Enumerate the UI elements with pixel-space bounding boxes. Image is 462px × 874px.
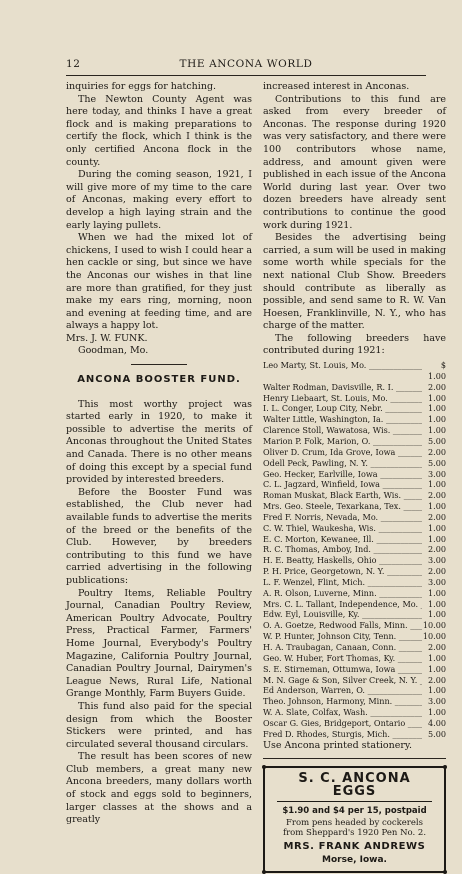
contributor-row bbox=[263, 707, 446, 718]
paragraph: The following breeders have contributed during 1921: bbox=[263, 332, 446, 357]
contributor-name: L. F. Wenzel, Flint, Mich. _____ bbox=[263, 577, 422, 588]
contribution-amount: 2.00 bbox=[427, 642, 446, 652]
contribution-amount: 2.00 bbox=[427, 381, 446, 392]
contributor-name: W. P. Hunter, Johnson City, Tenn. _____ bbox=[263, 631, 422, 642]
contributor-row bbox=[263, 479, 446, 490]
contributor-name: Walter Little, Washington, Ia. _____ bbox=[263, 414, 422, 425]
contribution-amount: 1.00 bbox=[427, 392, 446, 403]
contributor-row bbox=[263, 414, 446, 425]
contribution-amount: $ 1.00 bbox=[427, 360, 446, 381]
contributor-name: Oscar G. Gies, Bridgeport, Ontario _____ bbox=[263, 718, 422, 729]
corner-dot-icon bbox=[443, 765, 447, 769]
contributor-row bbox=[263, 653, 446, 664]
contributor-row bbox=[263, 609, 446, 620]
contributor-name: A. R. Olson, Luverne, Minn. _____ bbox=[263, 588, 422, 599]
ad-line: from Sheppard's 1920 Pen No. 2. bbox=[282, 828, 427, 839]
contributor-name: P. H. Price, Georgetown, N. Y. _____ bbox=[263, 566, 422, 577]
section-title: ANCONA BOOSTER FUND. bbox=[77, 374, 241, 386]
page-number: 12 bbox=[66, 58, 81, 70]
contribution-amount: 1.00 bbox=[427, 609, 446, 620]
contributor-row bbox=[263, 501, 446, 512]
contributor-name: C. W. Thiel, Waukesha, Wis. _____ bbox=[263, 523, 422, 534]
contribution-amount: 1.00 bbox=[427, 707, 446, 718]
contribution-amount: 2.00 bbox=[427, 566, 446, 577]
contributor-name: M. N. Gage & Son, Silver Creek, N. Y. _____ bbox=[263, 675, 422, 686]
contributor-row bbox=[263, 664, 446, 675]
corner-dot-icon bbox=[262, 870, 266, 874]
contributor-name: Leo Marty, St. Louis, Mo. _____ bbox=[263, 360, 422, 371]
contributor-name: Ed Anderson, Warren, O. _____ bbox=[263, 685, 422, 696]
contribution-amount: 4.00 bbox=[427, 717, 446, 728]
contributor-row bbox=[263, 469, 446, 480]
contributor-row bbox=[263, 382, 446, 393]
contributor-row bbox=[263, 555, 446, 566]
contributor-name: Clarence Stoll, Wawatosa, Wis. _____ bbox=[263, 425, 422, 436]
contributor-name: Edw. Eyl, Louisville, Ky. _____ bbox=[263, 609, 422, 620]
paragraph: Besides the advertising being carried, a sum will be used in making some worth while specials for the next national Club Show. Breeders should contribute as liberally as possible, and send same to R. W. Van Hoesen, Franklinville, N. Y., who has charge of the matter. bbox=[263, 232, 446, 332]
paragraph: inquiries for eggs for hatching. bbox=[66, 81, 217, 92]
contributor-name: Theo. Johnson, Harmony, Minn. _____ bbox=[263, 696, 422, 707]
contributor-row bbox=[263, 447, 446, 458]
contributor-row bbox=[263, 490, 446, 501]
contributor-name: W. A. Slate, Colfax, Wash. _____ bbox=[263, 707, 422, 718]
contribution-amount: 2.00 bbox=[427, 446, 446, 457]
contribution-amount: 3.00 bbox=[427, 555, 446, 566]
left-column bbox=[66, 81, 252, 827]
contributor-name: Mrs. Geo. Steele, Texarkana, Tex. _____ bbox=[263, 501, 422, 512]
contributor-row bbox=[263, 631, 446, 642]
publication-title: THE ANCONA WORLD bbox=[179, 58, 313, 70]
contribution-amount: 2.00 bbox=[427, 544, 446, 555]
contributor-name: Marion P. Folk, Marion, O. _____ bbox=[263, 436, 422, 447]
contributor-row bbox=[263, 544, 446, 555]
ad-price: $1.90 and $4 per 15, postpaid bbox=[282, 806, 427, 817]
contribution-amount: 5.00 bbox=[427, 435, 446, 446]
contributor-row bbox=[263, 588, 446, 599]
letter-location: Goodman, Mo. bbox=[78, 345, 149, 357]
paragraph: The result has been scores of new Club members, a great many new Ancona breeders, many dollars worth of stock and eggs sold to beginners, larger classes at the shows and a greatly bbox=[66, 751, 252, 826]
contribution-amount: 3.00 bbox=[427, 468, 446, 479]
contributor-row bbox=[263, 436, 446, 447]
stationery-note: Use Ancona printed stationery. bbox=[263, 739, 413, 751]
contribution-amount: 1.00 bbox=[427, 663, 446, 674]
contributor-name: Mrs. C. L. Tallant, Independence, Mo. _____ bbox=[263, 599, 422, 610]
ad-divider bbox=[263, 758, 446, 759]
contributor-row bbox=[263, 458, 446, 469]
running-head bbox=[66, 58, 426, 72]
contributor-name: Geo. W. Huber, Fort Thomas, Ky. _____ bbox=[263, 653, 422, 664]
paragraph: During the coming season, 1921, I will give more of my time to the care of Anconas, making every effort to develop a high laying strain and the early laying pullets. bbox=[66, 169, 252, 231]
contributor-row bbox=[263, 599, 446, 610]
contributor-row bbox=[263, 729, 446, 740]
contribution-amount: 1.00 bbox=[427, 587, 446, 598]
paragraph: Before the Booster Fund was established, the Club never had available funds to advertise the merits of the breed or the benefits of the Club. However, by breeders contributing to this fund we have carried advertising in the following publications: bbox=[66, 486, 252, 586]
contributor-row bbox=[263, 523, 446, 534]
contributor-name: Oliver D. Crum, Ida Grove, Iowa _____ bbox=[263, 447, 422, 458]
contribution-amount: 3.00 bbox=[427, 576, 446, 587]
ad-title: S. C. ANCONA EGGS bbox=[277, 773, 432, 802]
contributor-row bbox=[263, 534, 446, 545]
contributor-name: O. A. Goetze, Redwood Falls, Minn. _____ bbox=[263, 620, 422, 631]
contributor-name: Geo. Hecker, Earlville, Iowa _____ bbox=[263, 469, 422, 480]
contributor-name: H. A. Traubagan, Canaan, Conn. _____ bbox=[263, 642, 422, 653]
contributor-row bbox=[263, 512, 446, 523]
paragraph: increased interest in Anconas. bbox=[263, 81, 410, 92]
contributor-row bbox=[263, 642, 446, 653]
contribution-amount: 1.00 bbox=[427, 685, 446, 696]
letter-signature: Mrs. J. W. FUNK. bbox=[66, 332, 148, 344]
ad-line: From pens headed by cockerels bbox=[286, 817, 423, 828]
contributor-row bbox=[263, 718, 446, 729]
contribution-amount: 1.00 bbox=[427, 501, 446, 512]
contributor-name: R. C. Thomas, Amboy, Ind. _____ bbox=[263, 544, 422, 555]
header-divider bbox=[66, 75, 426, 76]
ad-advertiser-location: Morse, Iowa. bbox=[322, 854, 387, 865]
contribution-amount: 1.00 bbox=[427, 652, 446, 663]
paragraph: This most worthy project was started early in 1920, to make it possible to advertise the merits of Anconas throughout the United States and Canada. There is no other means of doing this except by a special fund provided by interested breeders. bbox=[66, 398, 252, 486]
paragraph: This fund also paid for the special design from which the Booster Stickers were printed, and has circulated several thousand circulars. bbox=[66, 700, 252, 750]
contribution-amount: 1.00 bbox=[427, 414, 446, 425]
contributor-name: I. L. Conger, Loup City, Nebr. _____ bbox=[263, 403, 422, 414]
contribution-amount: 1.00 bbox=[427, 598, 446, 609]
contribution-amount: 2.00 bbox=[427, 674, 446, 685]
contribution-amount: 1.00 bbox=[427, 425, 446, 436]
contributor-row bbox=[263, 675, 446, 686]
contributor-row bbox=[263, 696, 446, 707]
contribution-amount: 10.00 bbox=[422, 620, 446, 631]
contributor-name: S. E. Stirneman, Ottumwa, Iowa _____ bbox=[263, 664, 422, 675]
corner-dot-icon bbox=[443, 870, 447, 874]
contribution-amount: 1.00 bbox=[427, 479, 446, 490]
contributor-name: Walter Rodman, Davisville, R. I. _____ bbox=[263, 382, 422, 393]
right-column bbox=[263, 81, 446, 873]
contribution-amount: 1.00 bbox=[427, 403, 446, 414]
contributor-row bbox=[263, 360, 446, 382]
contributor-name: C. L. Jagzard, Winfield, Iowa _____ bbox=[263, 479, 422, 490]
contributor-name: Fred F. Norris, Nevada, Mo. _____ bbox=[263, 512, 422, 523]
contributor-row bbox=[263, 393, 446, 404]
contributor-name: H. E. Beatty, Haskells, Ohio _____ bbox=[263, 555, 422, 566]
contribution-amount: 2.00 bbox=[427, 511, 446, 522]
contributor-row bbox=[263, 620, 446, 631]
contributor-row bbox=[263, 425, 446, 436]
contribution-amount: 1.00 bbox=[427, 522, 446, 533]
contribution-amount: 5.00 bbox=[427, 728, 446, 739]
contributor-name: Odell Peck, Pawling, N. Y. _____ bbox=[263, 458, 422, 469]
contributor-name: Henry Liebaart, St. Louis, Mo. _____ bbox=[263, 393, 422, 404]
contribution-amount: 3.00 bbox=[427, 696, 446, 707]
contribution-amount: 2.00 bbox=[427, 490, 446, 501]
paragraph: Contributions to this fund are asked from every breeder of Anconas. The response during 1920 was very satisfactory, and there were 100 contributors whose name, address, and amount given were published in each issue of the Ancona World during last year. Over two dozen breeders have already sent contributions to continue the good work during 1921. bbox=[263, 93, 446, 231]
paragraph: When we had the mixed lot of chickens, I used to wish I could hear a hen cackle or sing, but since we have the Anconas our wishes in that line are more than gratified, for they just make my ears ring, morning, noon and evening at feeding time, and are always a happy lot. bbox=[66, 232, 252, 332]
contributor-name: Roman Muskat, Black Earth, Wis. _____ bbox=[263, 490, 422, 501]
contributor-row bbox=[263, 403, 446, 414]
section-divider bbox=[131, 364, 187, 365]
contributor-row bbox=[263, 566, 446, 577]
contributor-row bbox=[263, 577, 446, 588]
contributor-name: E. C. Morton, Kewanee, Ill. _____ bbox=[263, 534, 422, 545]
paragraph: The Newton County Agent was here today, and thinks I have a great flock and is making preparations to certify the flock, which I think is the only certified Ancona flock in the county. bbox=[66, 93, 252, 168]
ad-advertiser-name: MRS. FRANK ANDREWS bbox=[283, 840, 426, 852]
paragraph: Poultry Items, Reliable Poultry Journal, Canadian Poultry Review, American Poultry Advocate, Poultry Press, Practical Farmer, Farmers' Home Journal, Everybody's Poultry Magazine, California Poultry Journal, Canadian Poultry Journal, Dairymen's League News, Rural Life, National Grange Monthly, Farm Buyers Guide. bbox=[66, 587, 252, 700]
contribution-amount: 5.00 bbox=[427, 457, 446, 468]
contribution-amount: 1.00 bbox=[427, 533, 446, 544]
contributor-row bbox=[263, 685, 446, 696]
contributor-name: Fred D. Rhodes, Sturgis, Mich. _____ bbox=[263, 729, 422, 740]
egg-advertisement bbox=[263, 766, 446, 873]
corner-dot-icon bbox=[262, 765, 266, 769]
contributor-list bbox=[263, 360, 446, 740]
contribution-amount: 10.00 bbox=[422, 631, 446, 642]
